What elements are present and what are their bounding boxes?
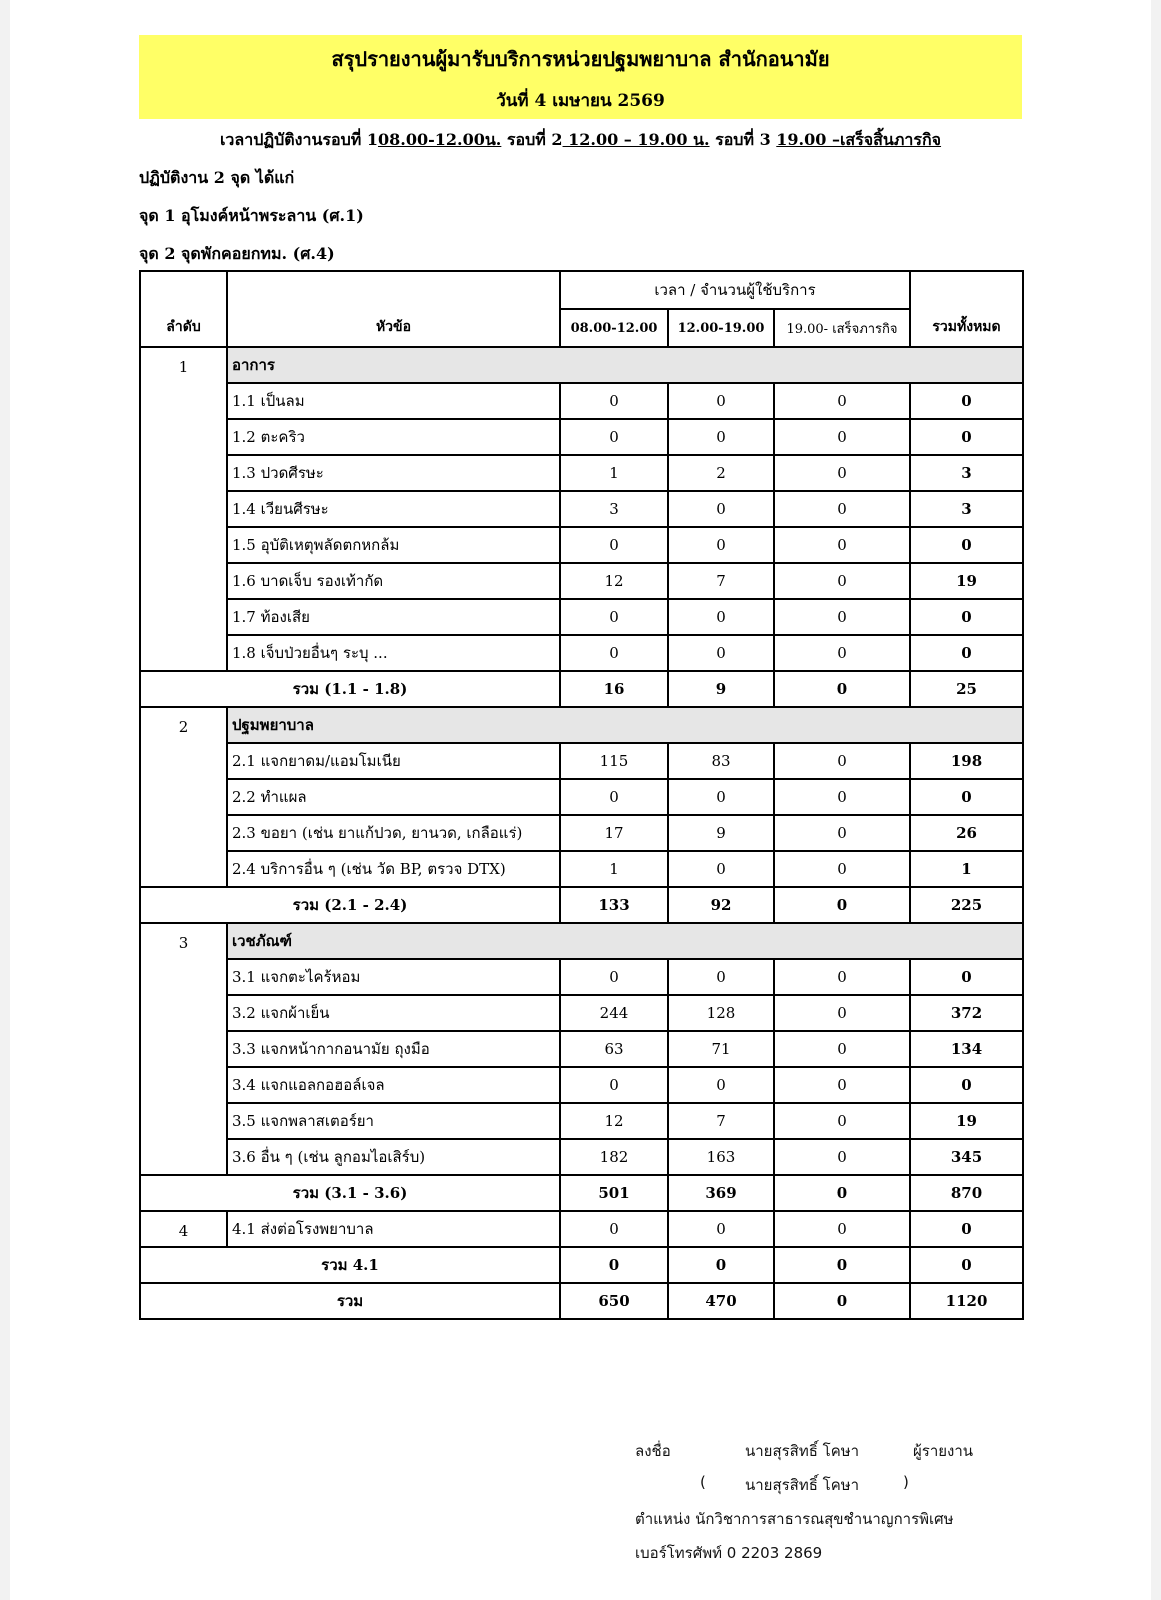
schedule-round-1: 08.00-12.00น. — [377, 130, 502, 149]
value-round-2: 0 — [668, 419, 774, 455]
value-total: 372 — [910, 995, 1023, 1031]
value-round-3: 0 — [774, 383, 910, 419]
table-row — [140, 779, 1023, 815]
value-round-3: 0 — [774, 491, 910, 527]
value-round-2: 0 — [668, 851, 774, 887]
section-seq: 4 — [140, 1211, 227, 1247]
value-total: 19 — [910, 563, 1023, 599]
value-round-1: 0 — [560, 779, 668, 815]
subtotal-round-2: 0 — [668, 1247, 774, 1283]
table-row — [140, 1139, 1023, 1175]
header-round-1: 08.00-12.00 — [560, 309, 668, 347]
row-label: 1.6 บาดเจ็บ รองเท้ากัด — [227, 563, 560, 599]
value-round-3: 0 — [774, 599, 910, 635]
value-round-3: 0 — [774, 779, 910, 815]
value-round-2: 0 — [668, 959, 774, 995]
value-round-2: 0 — [668, 599, 774, 635]
value-round-3: 0 — [774, 1103, 910, 1139]
table-row — [140, 563, 1023, 599]
value-round-1: 182 — [560, 1139, 668, 1175]
subtotal-total: 0 — [910, 1247, 1023, 1283]
grand-total-row — [140, 1283, 1023, 1319]
subtotal-label: รวม (2.1 - 2.4) — [140, 887, 560, 923]
grand-total-total: 1120 — [910, 1283, 1023, 1319]
table-row — [140, 635, 1023, 671]
subtotal-row — [140, 1175, 1023, 1211]
value-round-3: 0 — [774, 1031, 910, 1067]
value-round-2: 163 — [668, 1139, 774, 1175]
row-label: 2.2 ทำแผล — [227, 779, 560, 815]
row-label: 1.4 เวียนศีรษะ — [227, 491, 560, 527]
value-round-2: 128 — [668, 995, 774, 1031]
value-total: 0 — [910, 527, 1023, 563]
value-round-2: 0 — [668, 383, 774, 419]
value-round-2: 0 — [668, 1067, 774, 1103]
value-round-2: 83 — [668, 743, 774, 779]
row-label: 3.6 อื่น ๆ (เช่น ลูกอมไอเสิร์บ) — [227, 1139, 560, 1175]
table-row — [140, 1067, 1023, 1103]
value-round-2: 2 — [668, 455, 774, 491]
value-round-1: 63 — [560, 1031, 668, 1067]
subtotal-round-2: 9 — [668, 671, 774, 707]
value-total: 345 — [910, 1139, 1023, 1175]
subtotal-round-1: 0 — [560, 1247, 668, 1283]
row-label: 1.2 ตะคริว — [227, 419, 560, 455]
value-round-1: 17 — [560, 815, 668, 851]
value-round-3: 0 — [774, 419, 910, 455]
row-label: 2.4 บริการอื่น ๆ (เช่น วัด BP, ตรวจ DTX) — [227, 851, 560, 887]
table-row — [140, 959, 1023, 995]
value-total: 3 — [910, 491, 1023, 527]
value-round-2: 0 — [668, 779, 774, 815]
value-total: 198 — [910, 743, 1023, 779]
row-label: 2.1 แจกยาดม/แอมโมเนีย — [227, 743, 560, 779]
work-schedule — [139, 128, 1022, 153]
value-round-1: 1 — [560, 851, 668, 887]
point-2: จุด 2 จุดพักคอยกทม. (ศ.4) — [139, 244, 335, 263]
row-label: 4.1 ส่งต่อโรงพยาบาล — [227, 1211, 560, 1247]
value-round-2: 0 — [668, 527, 774, 563]
value-total: 3 — [910, 455, 1023, 491]
grand-total-label: รวม — [140, 1283, 560, 1319]
section-header-row — [140, 347, 1023, 383]
value-round-3: 0 — [774, 743, 910, 779]
row-label: 1.3 ปวดศีรษะ — [227, 455, 560, 491]
grand-total-round-3: 0 — [774, 1283, 910, 1319]
value-total: 0 — [910, 635, 1023, 671]
row-label: 1.5 อุบัติเหตุพลัดตกหกล้ม — [227, 527, 560, 563]
value-round-1: 12 — [560, 563, 668, 599]
subtotal-label: รวม (1.1 - 1.8) — [140, 671, 560, 707]
report-title: สรุปรายงานผู้มารับบริการหน่วยปฐมพยาบาล สำนักอนามัย — [331, 47, 830, 71]
value-round-3: 0 — [774, 815, 910, 851]
value-round-1: 12 — [560, 1103, 668, 1139]
signer-paren-close: ) — [903, 1473, 909, 1491]
subtotal-row — [140, 1247, 1023, 1283]
value-round-1: 3 — [560, 491, 668, 527]
table-row — [140, 743, 1023, 779]
subtotal-round-3: 0 — [774, 887, 910, 923]
section-title: เวชภัณฑ์ — [227, 923, 1023, 959]
subtotal-round-3: 0 — [774, 1247, 910, 1283]
subtotal-row — [140, 887, 1023, 923]
subtotal-round-2: 369 — [668, 1175, 774, 1211]
value-round-1: 0 — [560, 419, 668, 455]
section-seq: 3 — [140, 923, 227, 1175]
table-row — [140, 419, 1023, 455]
section-header-row — [140, 923, 1023, 959]
value-total: 26 — [910, 815, 1023, 851]
value-round-1: 0 — [560, 383, 668, 419]
table-row — [140, 851, 1023, 887]
value-round-3: 0 — [774, 455, 910, 491]
value-round-1: 1 — [560, 455, 668, 491]
point-1: จุด 1 อุโมงค์หน้าพระลาน (ศ.1) — [139, 206, 364, 225]
subtotal-round-1: 16 — [560, 671, 668, 707]
subtotal-round-2: 92 — [668, 887, 774, 923]
subtotal-round-1: 501 — [560, 1175, 668, 1211]
value-round-2: 9 — [668, 815, 774, 851]
signer-phone: เบอร์โทรศัพท์ 0 2203 2869 — [635, 1544, 823, 1562]
value-total: 19 — [910, 1103, 1023, 1139]
row-label: 2.3 ขอยา (เช่น ยาแก้ปวด, ยานวด, เกลือแร่) — [227, 815, 560, 851]
value-round-3: 0 — [774, 1139, 910, 1175]
value-round-1: 0 — [560, 527, 668, 563]
value-round-2: 0 — [668, 635, 774, 671]
schedule-label-1: เวลาปฏิบัติงานรอบที่ 1 — [219, 130, 378, 149]
table-row — [140, 1211, 1023, 1247]
value-round-3: 0 — [774, 563, 910, 599]
value-round-3: 0 — [774, 851, 910, 887]
value-total: 0 — [910, 599, 1023, 635]
value-total: 134 — [910, 1031, 1023, 1067]
report-date: วันที่ 4 เมษายน 2569 — [496, 91, 665, 111]
header-total: รวมทั้งหมด — [910, 271, 1023, 347]
subtotal-round-1: 133 — [560, 887, 668, 923]
value-total: 0 — [910, 959, 1023, 995]
table-row — [140, 455, 1023, 491]
section-header-row — [140, 707, 1023, 743]
signer-position: ตำแหน่ง นักวิชาการสาธารณสุขชำนาญการพิเศษ — [635, 1510, 954, 1528]
table-row — [140, 527, 1023, 563]
section-seq: 2 — [140, 707, 227, 887]
value-round-3: 0 — [774, 527, 910, 563]
subtotal-total: 25 — [910, 671, 1023, 707]
table-row — [140, 491, 1023, 527]
value-round-2: 0 — [668, 1211, 774, 1247]
row-label: 3.1 แจกตะไคร้หอม — [227, 959, 560, 995]
header-round-3: 19.00- เสร็จภารกิจ — [774, 309, 910, 347]
subtotal-label: รวม 4.1 — [140, 1247, 560, 1283]
value-round-3: 0 — [774, 635, 910, 671]
sign-label: ลงชื่อ — [635, 1442, 671, 1460]
value-total: 0 — [910, 1211, 1023, 1247]
schedule-round-2: 12.00 – 19.00 น. — [562, 130, 710, 149]
row-label: 1.7 ท้องเสีย — [227, 599, 560, 635]
section-title: อาการ — [227, 347, 1023, 383]
value-round-3: 0 — [774, 1067, 910, 1103]
value-round-3: 0 — [774, 1211, 910, 1247]
schedule-round-3: 19.00 –เสร็จสิ้นภารกิจ — [776, 130, 942, 149]
row-label: 3.4 แจกแอลกอฮอล์เจล — [227, 1067, 560, 1103]
value-round-1: 0 — [560, 1211, 668, 1247]
signer-name-printed: นายสุรสิทธิ์ โคษา — [745, 1476, 860, 1494]
section-title: ปฐมพยาบาล — [227, 707, 1023, 743]
value-total: 0 — [910, 779, 1023, 815]
value-round-1: 0 — [560, 1067, 668, 1103]
subtotal-total: 870 — [910, 1175, 1023, 1211]
value-round-1: 0 — [560, 599, 668, 635]
table-row — [140, 1031, 1023, 1067]
table-row — [140, 1103, 1023, 1139]
header-seq: ลำดับ — [140, 271, 227, 347]
value-total: 0 — [910, 1067, 1023, 1103]
subtotal-round-3: 0 — [774, 671, 910, 707]
value-round-2: 7 — [668, 563, 774, 599]
table-row — [140, 383, 1023, 419]
table-row — [140, 599, 1023, 635]
points-intro: ปฏิบัติงาน 2 จุด ได้แก่ — [139, 168, 295, 187]
value-round-1: 115 — [560, 743, 668, 779]
header-topic: หัวข้อ — [227, 271, 560, 347]
value-total: 1 — [910, 851, 1023, 887]
row-label: 3.2 แจกผ้าเย็น — [227, 995, 560, 1031]
table-row — [140, 995, 1023, 1031]
value-total: 0 — [910, 383, 1023, 419]
title-band — [139, 35, 1022, 119]
service-report-table — [139, 270, 1024, 1320]
header-time-group: เวลา / จำนวนผู้ใช้บริการ — [560, 271, 910, 309]
section-seq: 1 — [140, 347, 227, 671]
value-round-2: 7 — [668, 1103, 774, 1139]
row-label: 1.1 เป็นลม — [227, 383, 560, 419]
value-round-2: 71 — [668, 1031, 774, 1067]
subtotal-label: รวม (3.1 - 3.6) — [140, 1175, 560, 1211]
row-label: 3.5 แจกพลาสเตอร์ยา — [227, 1103, 560, 1139]
grand-total-round-2: 470 — [668, 1283, 774, 1319]
header-round-2: 12.00-19.00 — [668, 309, 774, 347]
value-round-1: 0 — [560, 635, 668, 671]
subtotal-round-3: 0 — [774, 1175, 910, 1211]
value-round-1: 0 — [560, 959, 668, 995]
schedule-label-2: รอบที่ 2 — [501, 130, 563, 149]
signer-role: ผู้รายงาน — [913, 1442, 974, 1460]
value-round-1: 244 — [560, 995, 668, 1031]
row-label: 3.3 แจกหน้ากากอนามัย ถุงมือ — [227, 1031, 560, 1067]
signer-name: นายสุรสิทธิ์ โคษา — [745, 1442, 860, 1460]
table-row — [140, 815, 1023, 851]
value-round-2: 0 — [668, 491, 774, 527]
subtotal-total: 225 — [910, 887, 1023, 923]
value-round-3: 0 — [774, 959, 910, 995]
row-label: 1.8 เจ็บป่วยอื่นๆ ระบุ ... — [227, 635, 560, 671]
value-total: 0 — [910, 419, 1023, 455]
grand-total-round-1: 650 — [560, 1283, 668, 1319]
value-round-3: 0 — [774, 995, 910, 1031]
subtotal-row — [140, 671, 1023, 707]
signer-paren-open: ( — [700, 1473, 706, 1491]
schedule-label-3: รอบที่ 3 — [709, 130, 777, 149]
